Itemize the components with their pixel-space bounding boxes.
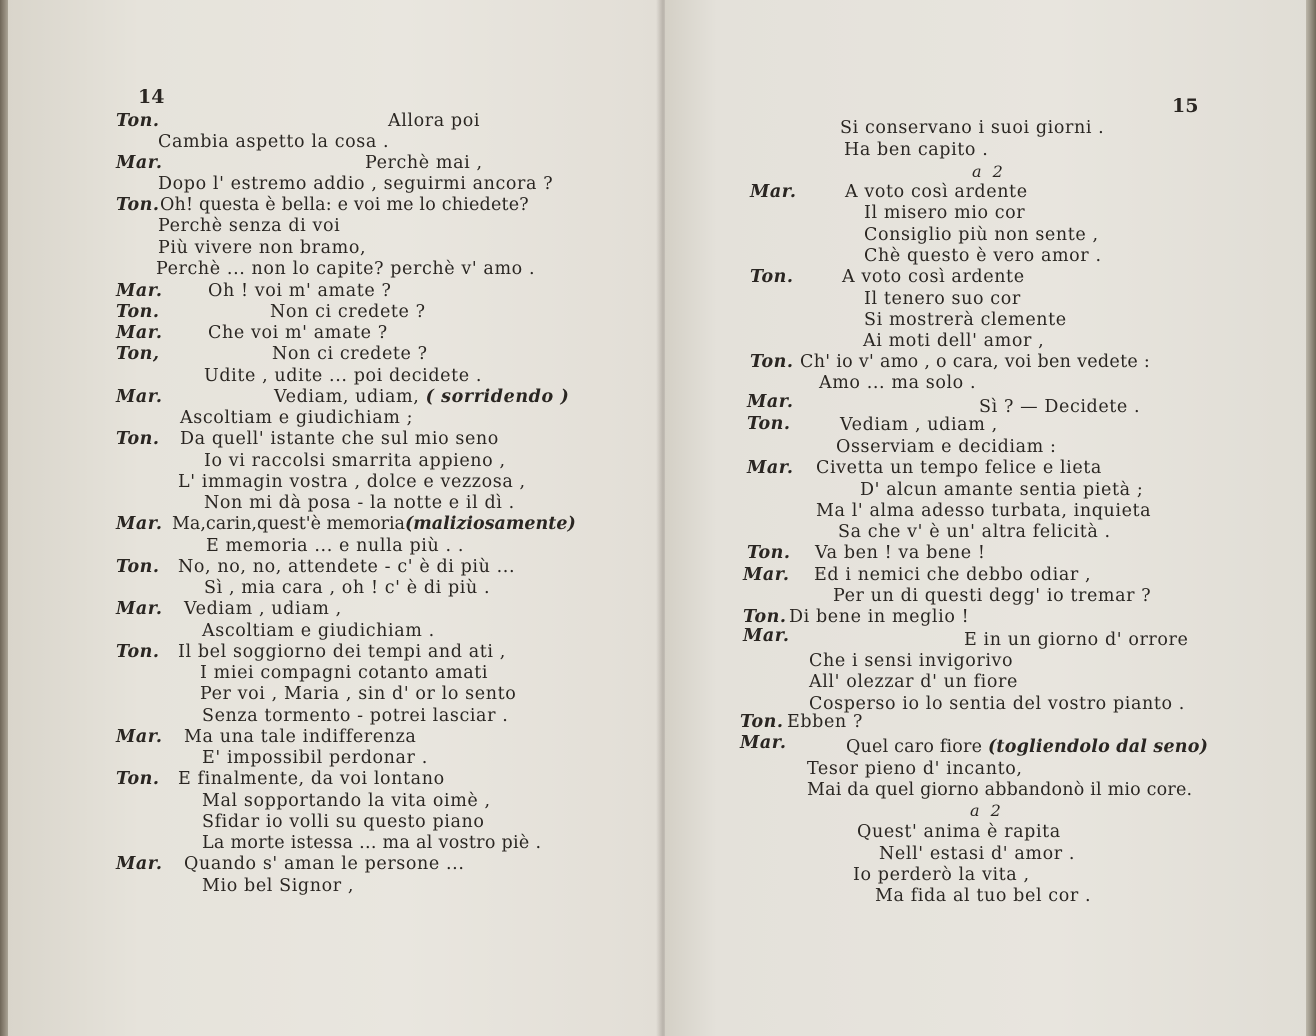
dialogue-text: Ma fida al tuo bel cor . xyxy=(875,886,1092,906)
dialogue-text: Tesor pieno d' incanto, xyxy=(807,759,1023,779)
dialogue-text: Vediam , udiam , xyxy=(184,599,342,619)
page-number: 14 xyxy=(138,86,165,108)
dialogue-text xyxy=(274,387,569,407)
dialogue-text: Il tenero suo cor xyxy=(864,289,1021,309)
dialogue-text: Quando s' aman le persone ... xyxy=(184,854,465,874)
dialogue-text: L' immagin vostra , dolce e vezzosa , xyxy=(178,472,526,492)
dialogue-line xyxy=(750,352,794,372)
dialogue-text: Nell' estasi d' amor . xyxy=(879,844,1076,864)
speaker-label: Ton. xyxy=(116,302,160,322)
dialogue-text: Ai moti dell' amor , xyxy=(863,331,1045,351)
dialogue-line xyxy=(747,543,791,563)
dialogue-text: Oh! questa è bella: e voi me lo chiedete? xyxy=(160,195,529,215)
speaker-label: Mar. xyxy=(116,599,163,619)
dialogue-text: Dopo l' estremo addio , seguirmi ancora ? xyxy=(158,174,554,194)
speaker-label: Mar. xyxy=(740,733,787,753)
dialogue-text: Da quell' istante che sul mio seno xyxy=(180,429,499,449)
dialogue-text: Non ci credete ? xyxy=(270,302,426,322)
speaker-label: Ton. xyxy=(750,267,794,287)
dialogue-line xyxy=(116,153,162,173)
dialogue-text: Senza tormento - potrei lasciar . xyxy=(202,706,509,726)
dialogue-text: Civetta un tempo felice e lieta xyxy=(816,458,1102,478)
dialogue-text: E' impossibil perdonar . xyxy=(202,748,428,768)
speaker-label: Ton. xyxy=(743,607,787,627)
stage-direction: (togliendolo dal seno) xyxy=(987,737,1209,757)
dialogue-text xyxy=(172,514,576,534)
dialogue-text: Io perderò la vita , xyxy=(853,865,1030,885)
dialogue-line xyxy=(116,387,162,407)
speaker-label: Mar. xyxy=(743,626,790,646)
dialogue-line xyxy=(116,302,160,322)
speaker-label: Ton, xyxy=(116,344,160,364)
dialogue-text: Di bene in meglio ! xyxy=(789,607,970,627)
dialogue-text: Consiglio più non sente , xyxy=(864,225,1099,245)
speaker-label: Mar. xyxy=(743,565,790,585)
dialogue-text: Mai da quel giorno abbandonò il mio core. xyxy=(807,780,1193,800)
speaker-label: Ton. xyxy=(116,111,160,131)
dialogue-text: Per un di questi degg' io tremar ? xyxy=(833,586,1152,606)
dialogue-line xyxy=(116,727,162,747)
dialogue-text: Sa che v' è un' altra felicità . xyxy=(838,522,1111,542)
dialogue-text: Che voi m' amate ? xyxy=(208,323,388,343)
speaker-label: Ton. xyxy=(116,557,160,577)
dialogue-text: Ed i nemici che debbo odiar , xyxy=(814,565,1092,585)
speaker-label: Ton. xyxy=(740,712,784,732)
dialogue-text: I miei compagni cotanto amati xyxy=(200,663,489,683)
dialogue-line xyxy=(747,458,793,478)
dialogue-text: Ha ben capito . xyxy=(844,140,989,160)
dialogue-line xyxy=(743,565,789,585)
dialogue-text: Sì ? — Decidete . xyxy=(979,397,1141,417)
dialogue-line xyxy=(116,429,160,449)
book-edge-right xyxy=(1306,0,1316,1036)
dialogue-text: Più vivere non bramo, xyxy=(158,238,367,258)
dialogue-text: D' alcun amante sentia pietà ; xyxy=(860,480,1144,500)
dialogue-line xyxy=(743,607,787,627)
dialogue-text: Si mostrerà clemente xyxy=(864,310,1067,330)
dialogue-line xyxy=(116,514,162,534)
dialogue-text: Ma una tale indifferenza xyxy=(184,727,417,747)
dialogue-line xyxy=(747,414,791,434)
dialogue-text: Per voi , Maria , sin d' or lo sento xyxy=(200,684,517,704)
dialogue-text: No, no, no, attendete - c' è di più ... xyxy=(178,557,516,577)
dialogue-line xyxy=(750,182,796,202)
dialogue-text: Osserviam e decidiam : xyxy=(836,437,1057,457)
dialogue-line xyxy=(743,626,789,646)
speaker-label: Mar. xyxy=(116,387,163,407)
speaker-label: Ton. xyxy=(747,414,791,434)
dialogue-text: Perchè mai , xyxy=(365,153,483,173)
dialogue-text: Cambia aspetto la cosa . xyxy=(158,132,390,152)
dialogue-line xyxy=(116,557,160,577)
dialogue-line xyxy=(116,769,160,789)
stage-direction: (maliziosamente) xyxy=(405,514,576,534)
dialogue-text: Il misero mio cor xyxy=(864,203,1026,223)
dialogue-words: Quel caro fiore xyxy=(846,737,983,757)
a-due-marking: a 2 xyxy=(972,162,1006,181)
dialogue-text: Perchè ... non lo capite? perchè v' amo . xyxy=(156,259,536,279)
dialogue-line xyxy=(740,712,784,732)
dialogue-text: Perchè senza di voi xyxy=(158,216,341,236)
dialogue-line xyxy=(116,599,162,619)
speaker-label: Mar. xyxy=(116,514,163,534)
dialogue-text: Amo ... ma solo . xyxy=(819,373,977,393)
dialogue-text: Udite , udite ... poi decidete . xyxy=(204,366,483,386)
left-page xyxy=(8,0,665,1036)
dialogue-line xyxy=(750,267,794,287)
dialogue-text xyxy=(846,737,1208,757)
dialogue-text: Ascoltiam e giudichiam ; xyxy=(180,408,414,428)
speaker-label: Mar. xyxy=(116,281,163,301)
dialogue-text: A voto così ardente xyxy=(845,182,1028,202)
speaker-label: Mar. xyxy=(747,392,794,412)
dialogue-text: Si conservano i suoi giorni . xyxy=(840,118,1105,138)
dialogue-text: Io vi raccolsi smarrita appieno , xyxy=(204,451,506,471)
dialogue-text: Ma l' alma adesso turbata, inquieta xyxy=(816,501,1152,521)
dialogue-line xyxy=(116,854,162,874)
dialogue-text: Chè questo è vero amor . xyxy=(864,246,1102,266)
dialogue-text: Vediam , udiam , xyxy=(840,415,998,435)
speaker-label: Ton. xyxy=(747,543,791,563)
dialogue-line xyxy=(116,344,160,364)
speaker-label: Mar. xyxy=(116,153,163,173)
dialogue-text: Cosperso io lo sentia del vostro pianto . xyxy=(809,694,1185,714)
speaker-label: Mar. xyxy=(747,458,794,478)
dialogue-text: Che i sensi invigorivo xyxy=(809,651,1014,671)
dialogue-text: Ascoltiam e giudichiam . xyxy=(202,621,435,641)
dialogue-line xyxy=(116,642,160,662)
dialogue-text: E in un giorno d' orrore xyxy=(964,630,1189,650)
right-page xyxy=(665,0,1313,1036)
dialogue-text: Ch' io v' amo , o cara, voi ben vedete : xyxy=(800,352,1151,372)
dialogue-text: Quest' anima è rapita xyxy=(857,822,1061,842)
dialogue-line xyxy=(116,281,162,301)
speaker-label: Ton. xyxy=(750,352,794,372)
dialogue-text: Ebben ? xyxy=(787,712,863,732)
dialogue-text: A voto così ardente xyxy=(842,267,1025,287)
speaker-label: Mar. xyxy=(116,323,163,343)
dialogue-line xyxy=(740,733,786,753)
dialogue-text: Va ben ! va bene ! xyxy=(815,543,986,563)
dialogue-text: Mio bel Signor , xyxy=(202,876,355,896)
dialogue-text: Sì , mia cara , oh ! c' è di più . xyxy=(204,578,491,598)
dialogue-words: Ma,carin,quest'è memoria xyxy=(172,514,405,534)
dialogue-text: Allora poi xyxy=(388,111,481,131)
dialogue-text: La morte istessa ... ma al vostro piè . xyxy=(202,833,542,853)
a-due-marking: a 2 xyxy=(970,801,1004,820)
dialogue-line xyxy=(116,195,160,215)
speaker-label: Ton. xyxy=(116,769,160,789)
speaker-label: Mar. xyxy=(116,727,163,747)
speaker-label: Ton. xyxy=(116,429,160,449)
page-number: 15 xyxy=(1172,95,1199,117)
dialogue-text: E finalmente, da voi lontano xyxy=(178,769,445,789)
dialogue-text: Oh ! voi m' amate ? xyxy=(208,281,392,301)
dialogue-text: E memoria ... e nulla più . . xyxy=(206,536,464,556)
dialogue-text: Mal sopportando la vita oimè , xyxy=(202,791,491,811)
dialogue-line xyxy=(747,392,793,412)
speaker-label: Ton. xyxy=(116,195,160,215)
speaker-label: Mar. xyxy=(750,182,797,202)
stage-direction: ( sorridendo ) xyxy=(425,387,570,407)
speaker-label: Mar. xyxy=(116,854,163,874)
speaker-label: Ton. xyxy=(116,642,160,662)
dialogue-line xyxy=(116,111,160,131)
dialogue-text: Non mi dà posa - la notte e il dì . xyxy=(204,493,515,513)
dialogue-words: Vediam, udiam, xyxy=(274,387,420,407)
dialogue-line xyxy=(116,323,162,343)
dialogue-text: Sfidar io volli su questo piano xyxy=(202,812,485,832)
dialogue-text: Il bel soggiorno dei tempi and ati , xyxy=(178,642,506,662)
dialogue-text: Non ci credete ? xyxy=(272,344,428,364)
dialogue-text: All' olezzar d' un fiore xyxy=(809,672,1018,692)
